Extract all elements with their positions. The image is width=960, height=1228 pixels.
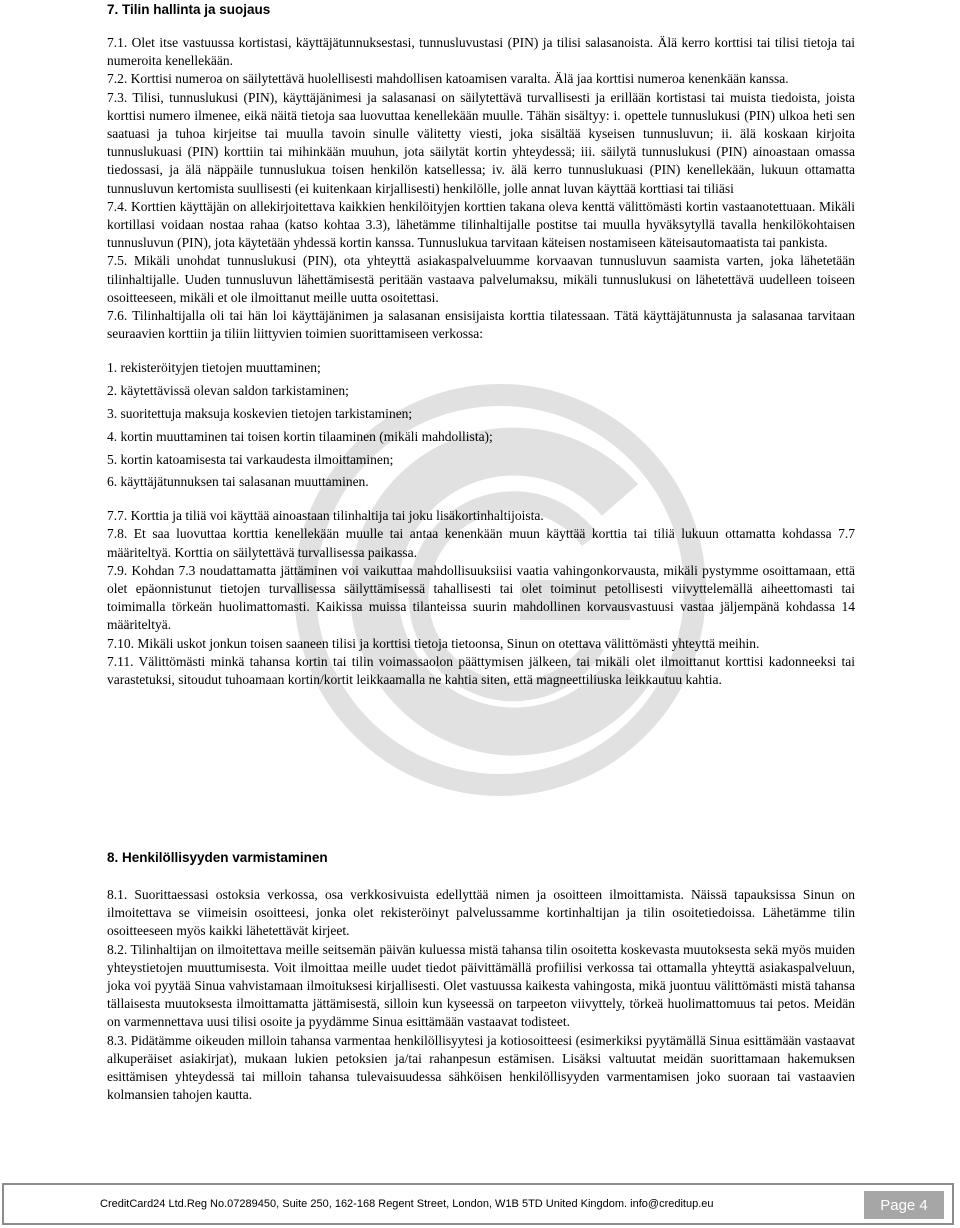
page-number-badge: Page 4: [864, 1191, 944, 1219]
section-7-body: [107, 34, 855, 689]
section-heading: 7. Tilin hallinta ja suojaus: [107, 2, 271, 17]
company-info: CreditCard24 Ltd.Reg No.07289450, Suite 250, 162-168 Regent Street, London, W1B 5TD United Kingdom. info@creditup.eu: [100, 1198, 714, 1210]
section-heading: 8. Henkilöllisyyden varmistaminen: [107, 850, 328, 865]
numbered-list: [107, 358, 855, 495]
paragraph: 7.7. Korttia ja tiliä voi käyttää ainoastaan tilinhaltija tai joku lisäkortinhaltijoista.: [107, 508, 544, 524]
list-item: 4. kortin muuttaminen tai toisen kortin tilaaminen (mikäli mahdollista);: [107, 428, 493, 444]
paragraph: 7.5. Mikäli unohdat tunnuslukusi (PIN), ota yhteyttä asiakaspalveluumme korvaavan tunnusluvun saamista varten, joka lähetetään tilinhaltijalle. Uuden tunnusluvun lähettämisestä peritään vastaava palvelumaksu, mikäli tunnuslukusi on lähetettävä uudelleen toiseen osoitteeseen, mikäli et ole ilmoittanut meille uutta osoitettasi.: [107, 253, 855, 305]
list-item: 5. kortin katoamisesta tai varkaudesta ilmoittaminen;: [107, 451, 394, 467]
paragraph: 7.8. Et saa luovuttaa korttia kenellekään muulle tai antaa kenenkään muun käyttää korttia tai tiliä lukuun ottamatta kohdassa 7.7 määriteltyä. Korttia on säilytettävä turvallisessa paikassa.: [107, 526, 855, 560]
paragraph: 7.4. Korttien käyttäjän on allekirjoitettava kaikkien henkilöityjen korttien takana oleva kenttä välittömästi kortin vastaanotettuaan. Mikäli kortillasi voidaan nostaa rahaa (katso kohtaa 3.3), lähetämme tilinhaltijalle postitse tai muulla hyväksytyllä tavalla henkilökohtaisen tunnusluvun (PIN), jota käytetään yhdessä kortin kanssa. Tunnuslukua tarvitaan käteisen nostamiseen käteisautomaatista tai pankista.: [107, 198, 855, 251]
list-item: 6. käyttäjätunnuksen tai salasanan muuttaminen.: [107, 474, 369, 490]
paragraph: 7.1. Olet itse vastuussa kortistasi, käyttäjätunnuksestasi, tunnusluvustasi (PIN) ja tilisi salasanoista. Älä kerro korttisi tai tilisi tietoja tai numeroita kenellekään.: [107, 35, 855, 69]
list-item: 3. suoritettuja maksuja koskevien tietojen tarkistaminen;: [107, 406, 413, 422]
paragraph: 7.10. Mikäli uskot jonkun toisen saaneen tilisi ja korttisi tietoja tietoonsa, Sinun on otettava välittömästi yhteyttä meihin.: [107, 635, 760, 651]
section-8-body: [107, 886, 855, 1104]
list-item: 1. rekisteröityjen tietojen muuttaminen;: [107, 360, 321, 376]
paragraph: 8.2. Tilinhaltijan on ilmoitettava meille seitsemän päivän kuluessa mistä tahansa tilin osoitetta koskevasta muutoksesta sekä myös muiden yhteystietojen muuttumisesta. Voit ilmoittaa meille uudet tiedot päivittämällä profiilisi verkossa tai ottamalla yhteyttä asiakaspalveluun, joka voi pyytää Sinua vahvistamaan ilmoituksesi kirjallisesti. Olet vastuussa kaikesta vahingosta, mikä juontuu välittömästi mistä tahansa tällaisesta muutoksesta ilmoittamatta jättämisestä, silloin kun kyseessä on tarpeeton viivyttely, törkeä huolimattomuus tai petos. Meidän on varmennettava uusi tilisi osoite ja pyydämme Sinua esittämään vastaavat todisteet.: [107, 941, 855, 1030]
paragraph: 7.6. Tilinhaltijalla oli tai hän loi käyttäjänimen ja salasanan ensisijaista korttia tilatessaan. Tätä käyttäjätunnusta ja salasanaa tarvitaan seuraavien korttiin ja tiliin liittyvien toimien suorittamiseen verkossa:: [107, 308, 855, 342]
paragraph: 8.1. Suorittaessasi ostoksia verkossa, osa verkkosivuista edellyttää nimen ja osoitteen ilmoittamista. Näissä tapauksissa Sinun on ilmoitettava se viimeisin osoitteesi, jonka olet rekisteröinyt palvelussamme kortinhaltijan ja tilin osoitetiedoissa. Lähetämme tilin osoitteeseen myös kaikki lähetettävät kirjeet.: [107, 887, 855, 939]
paragraph: 7.2. Korttisi numeroa on säilytettävä huolellisesti mahdollisen katoamisen varalta. Älä jaa korttisi numeroa kenenkään kanssa.: [107, 71, 789, 87]
page-footer: [2, 1183, 954, 1225]
paragraph: 8.3. Pidätämme oikeuden milloin tahansa varmentaa henkilöllisyytesi ja kotiosoitteesi (esimerkiksi pyytämällä Sinua esittämään vastaavat alkuperäiset asiakirjat), mukaan lukien petoksien ja/tai rahanpesun estämisen. Lisäksi valtuutat meidän suorittamaan hakemuksen esittämisen yhteydessä tai milloin tahansa tulevaisuudessa sähköisen henkilöllisyyden varmentamisen joko suoraan tai vastaavien kolmansien tahojen kautta.: [107, 1032, 855, 1103]
paragraph: 7.11. Välittömästi minkä tahansa kortin tai tilin voimassaolon päättymisen jälkeen, tai mikäli olet ilmoittanut korttisi kadonneeksi tai varastetuksi, sitoudut tuhoamaan kortin/kortit leikkaamalla ne kahtia siten, että magneettiliuska leikkautuu kahtia.: [107, 653, 855, 688]
paragraph: 7.3. Tilisi, tunnuslukusi (PIN), käyttäjänimesi ja salasanasi on säilytettävä turvallisesti ja erillään kortistasi tai muista tiedoista, joista korttisi numero ilmenee, eikä näitä tietoja saa luovuttaa kenellekään muulle. Tähän sisältyy: i. opettele tunnuslukusi (PIN) ulkoa heti sen saatuasi ja tuhoa kirjeitse tai muulla tavoin sinulle välitetty viesti, joka sisältää kyseisen tunnusluvun; ii. älä koskaan kirjoita tunnuslukuasi (PIN) korttiin tai mihinkään muuhun, jota säilytät kortin yhteydessä; iii. säilytä tunnuslukusi (PIN) ainoastaan omassa tiedossasi, ja älä näppäile tunnuslukua toisen henkilön katsellessa; iv. älä kerro tunnuslukuasi (PIN) kenellekään, lukuun ottamatta tunnusluvun kertomista suullisesti (ei kuitenkaan kirjallisesti) henkilölle, jolle annat luvan käyttää korttiasi tai tiliäsi: [107, 89, 855, 196]
paragraph: 7.9. Kohdan 7.3 noudattamatta jättäminen voi vaikuttaa mahdollisuuksiisi vaatia vahingonkorvausta, mikäli pystymme osoittamaan, että olet epäonnistunut tietojen turvallisessa säilyttämisessä tahallisesti tai olet toiminut petollisesti viivyttelemällä aiheettomasti tai toimimalla törkeän huolimattomasti. Kaikissa muissa tilanteissa suurin mahdollinen korvausvastuusi vastaa jäljempänä kohdassa 14 määriteltyä.: [107, 562, 855, 633]
list-item: 2. käytettävissä olevan saldon tarkistaminen;: [107, 383, 349, 399]
